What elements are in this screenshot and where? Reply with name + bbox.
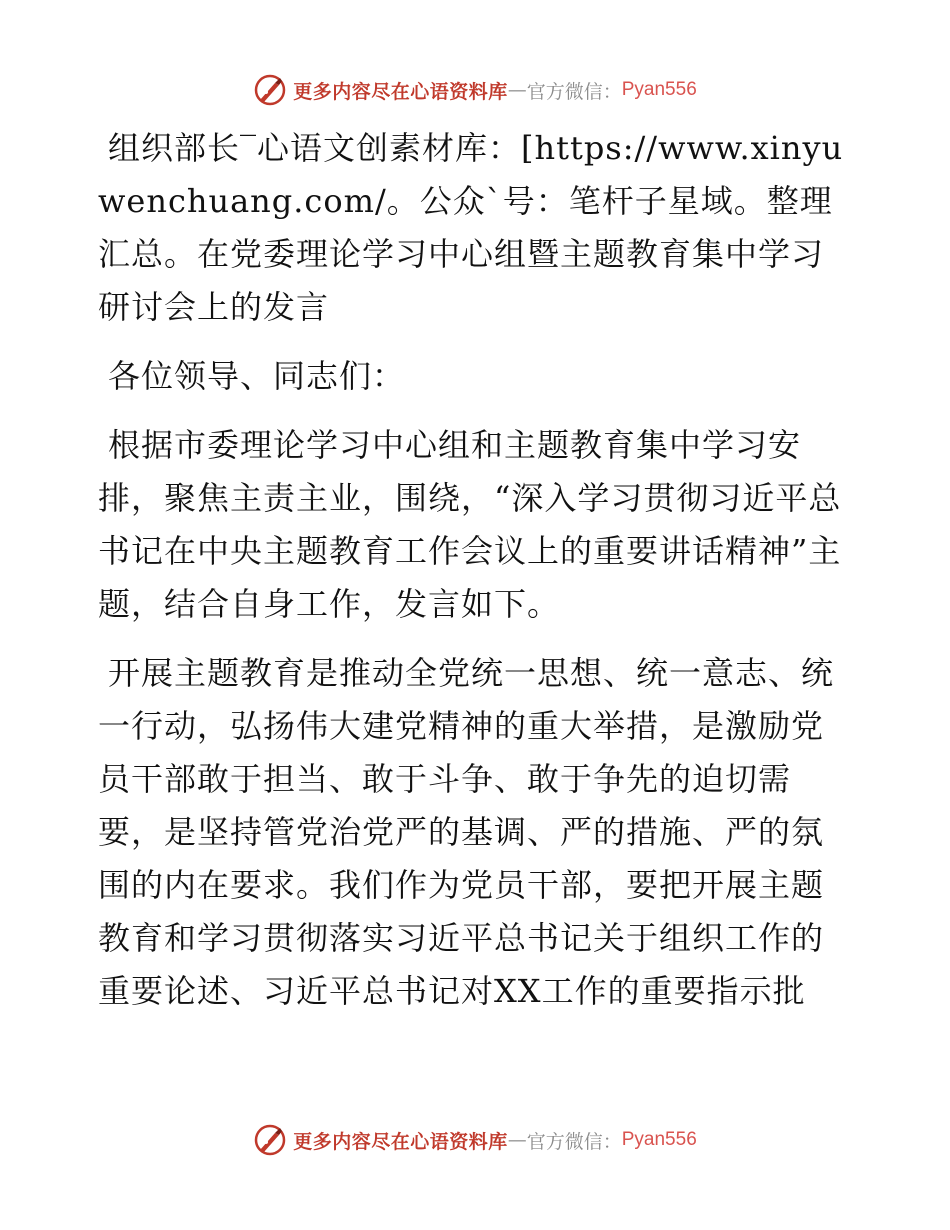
- document-body: [98, 122, 850, 1034]
- brand-logo-icon: [253, 73, 287, 107]
- watermark-brand-text: 更多内容尽在心语资料库: [293, 1130, 508, 1153]
- footer-watermark-banner: [0, 1120, 950, 1160]
- watermark-wechat-label: 官方微信：: [526, 80, 622, 103]
- watermark-brand-text: 更多内容尽在心语资料库: [293, 80, 508, 103]
- header-watermark-banner: [0, 70, 950, 110]
- salutation-paragraph: 各位领导、同志们：: [108, 357, 406, 395]
- watermark-wechat-label: 官方微信：: [526, 1130, 622, 1153]
- watermark-wechat-id: Pyan556: [621, 79, 697, 100]
- body-paragraph: 开展主题教育是推动全党统一思想、统一意志、统一行动，弘扬伟大建党精神的重大举措，是激励党员干部敢于担当、敢于斗争、敢于争先的迫切需要，是坚持管党治党严的基调、严的措施、严的氛围的内在要求。我们作为党员干部，要把开展主题教育和学习贯彻落实习近平总书记关于组织工作的重要论述、习近平总书记对XX工作的重要指示批: [98, 654, 835, 1010]
- watermark-wechat-id: Pyan556: [621, 1129, 697, 1150]
- document-title-paragraph: 组织部长‾心语文创素材库：[https://www.xinyuwenchuang.com/。公众`号：笔杆子星域。整理汇总。在党委理论学习中心组暨主题教育集中学习研讨会上的发言: [98, 129, 844, 326]
- watermark-separator: —: [507, 79, 527, 101]
- intro-paragraph: 根据市委理论学习中心组和主题教育集中学习安排，聚焦主责主业，围绕，“深入学习贯彻习近平总书记在中央主题教育工作会议上的重要讲话精神”主题，结合自身工作，发言如下。: [98, 426, 842, 623]
- watermark-separator: —: [507, 1129, 527, 1151]
- brand-logo-icon: [253, 1123, 287, 1157]
